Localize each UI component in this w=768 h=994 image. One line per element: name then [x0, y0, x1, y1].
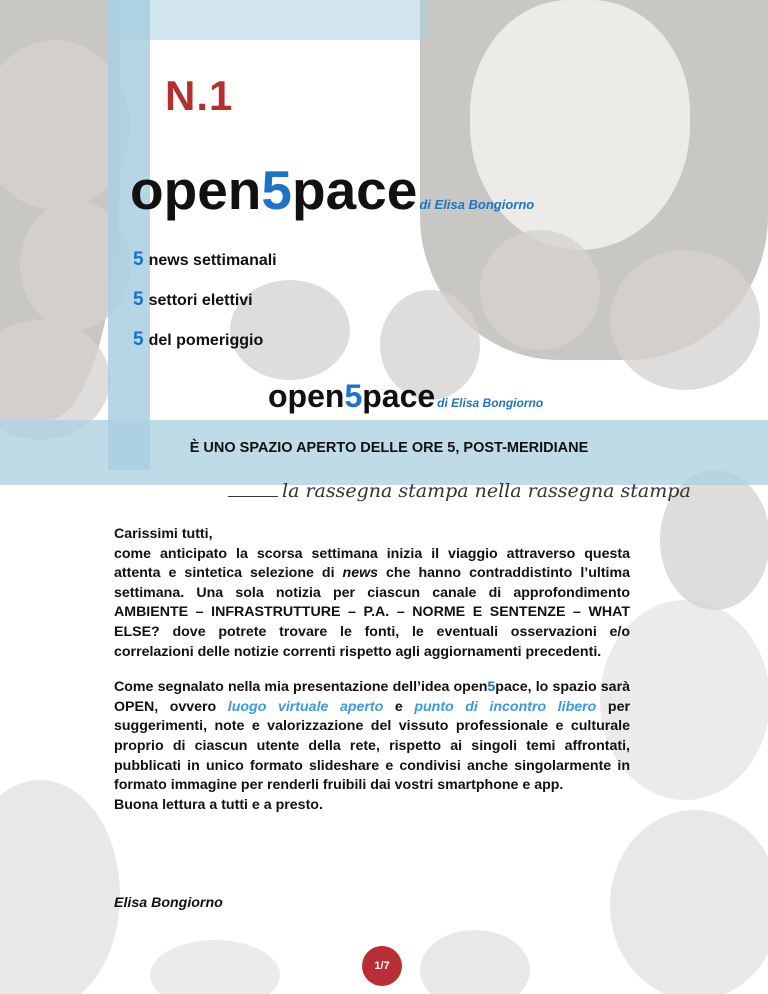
logo-byline: di Elisa Bongiorno	[419, 197, 535, 212]
decorative-bar-top	[108, 0, 428, 40]
closing: Buona lettura a tutti e a presto.	[114, 796, 323, 813]
logo-small: open5pace di Elisa Bongiorno	[268, 378, 544, 414]
letter-paragraph-1: come anticipato la scorsa settimana inizia il viaggio attraverso questa attenta e sintetica selezione di news che hanno contraddistinto l’ultima settimana. Una sola notizia per ciascun canale di approfondimento AMBIENTE – INFRASTRUTTURE – P.A. – NORME E SENTENZE – WHAT ELSE? dove potrete trovare le fonti, le eventuali osservazioni e/o correlazioni delle notizie correnti rispetto agli aggiornamenti precedenti.	[114, 545, 630, 660]
headline: È UNO SPAZIO APERTO DELLE ORE 5, POST-MERIDIANE	[189, 440, 589, 456]
letter-paragraph-2: Come segnalato nella mia presentazione dell’idea open5pace, lo spazio sarà OPEN, ovvero luogo virtuale aperto e punto di incontro libero per suggerimenti, note e valorizzazione del vissuto professionale e culturale proprio di ciascun utente della rete, rispetto ai singoli temi affrontati, pubblicati in unico formato slideshare e condivisi anche singolarmente in formato immagine per renderli fruibili dai vostri smartphone e app.	[114, 679, 630, 794]
highlight-luogo-virtuale: luogo virtuale aperto	[227, 698, 384, 715]
page-number-badge: 1/7	[362, 946, 402, 986]
logo-large	[130, 158, 534, 222]
feature-item: 5 del pomeriggio	[133, 329, 264, 350]
decorative-bar-left	[108, 0, 150, 470]
letter-body	[114, 525, 630, 815]
logo-five: 5	[261, 159, 292, 221]
feature-item: 5 news settimanali	[133, 249, 277, 270]
logo-prefix: open	[130, 159, 262, 221]
issue-number: N.1	[165, 72, 234, 119]
feature-item: 5 settori elettivi	[133, 289, 253, 310]
feature-list	[133, 246, 277, 366]
tagline-rule	[228, 496, 278, 497]
logo-suffix: pace	[291, 159, 418, 221]
highlight-punto-incontro: punto di incontro libero	[414, 698, 597, 715]
signature: Elisa Bongiorno	[114, 895, 223, 911]
greeting: Carissimi tutti,	[114, 526, 213, 542]
tagline: la rassegna stampa nella rassegna stampa	[228, 480, 691, 502]
